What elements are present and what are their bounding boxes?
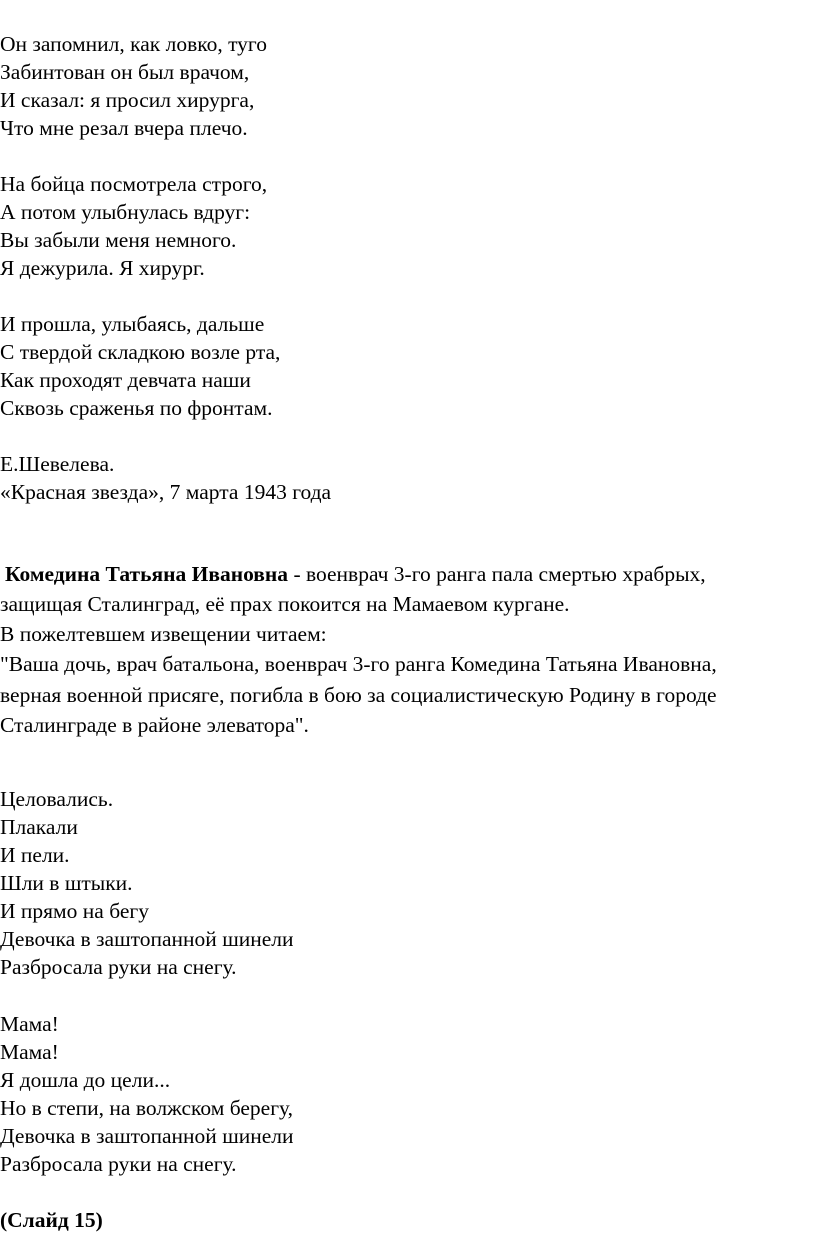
poem-line: Я дежурила. Я хирург. [0,256,205,280]
poem-line: Но в степи, на волжском берегу, [0,1096,294,1120]
bio-line: "Ваша дочь, врач батальона, военврач 3-го ранга Комедина Татьяна Ивановна, [0,652,717,676]
bio-line: защищая Сталинград, её прах покоится на Мамаевом кургане. [0,592,570,616]
bio-line: верная военной присяге, погибла в бою за социалистическую Родину в городе [0,683,717,707]
bio-line: Сталинграде в районе элеватора". [0,713,309,737]
poem-line: И прошла, улыбаясь, дальше [0,312,265,336]
bio-name: Комедина Татьяна Ивановна [5,562,289,586]
poem-line: Девочка в заштопанной шинели [0,1124,294,1148]
poem-line: Забинтован он был врачом, [0,60,250,84]
poem-line: Девочка в заштопанной шинели [0,927,294,951]
poem-line: И сказал: я просил хирурга, [0,88,255,112]
poem-line: А потом улыбнулась вдруг: [0,200,251,224]
poem-line: Что мне резал вчера плечо. [0,116,248,140]
poem-line: Плакали [0,815,78,839]
poem-author: Е.Шевелева. [0,452,115,476]
poem-line: С твердой складкою возле рта, [0,340,281,364]
poem-line: Вы забыли меня немного. [0,228,237,252]
poem-line: Целовались. [0,787,114,811]
poem-line: На бойца посмотрела строго, [0,172,268,196]
poem-source: «Красная звезда», 7 марта 1943 года [0,480,332,504]
bio-intro [5,560,706,588]
poem-line: Шли в штыки. [0,871,133,895]
poem-line: Сквозь сраженья по фронтам. [0,396,273,420]
poem-line: И прямо на бегу [0,899,149,923]
slide-label: (Слайд 15) [0,1208,103,1232]
poem-line: Как проходят девчата наши [0,368,251,392]
poem-line: Я дошла до цели... [0,1068,171,1092]
poem-line: И пели. [0,843,70,867]
bio-line: В пожелтевшем извещении читаем: [0,622,327,646]
poem-line: Разбросала руки на снегу. [0,1152,237,1176]
poem-line: Мама! [0,1040,59,1064]
bio-intro-text: - военврач 3-го ранга пала смертью храбрых, [288,562,706,586]
poem-line: Он запомнил, как ловко, туго [0,32,267,56]
poem-line: Разбросала руки на снегу. [0,955,237,979]
poem-line: Мама! [0,1012,59,1036]
